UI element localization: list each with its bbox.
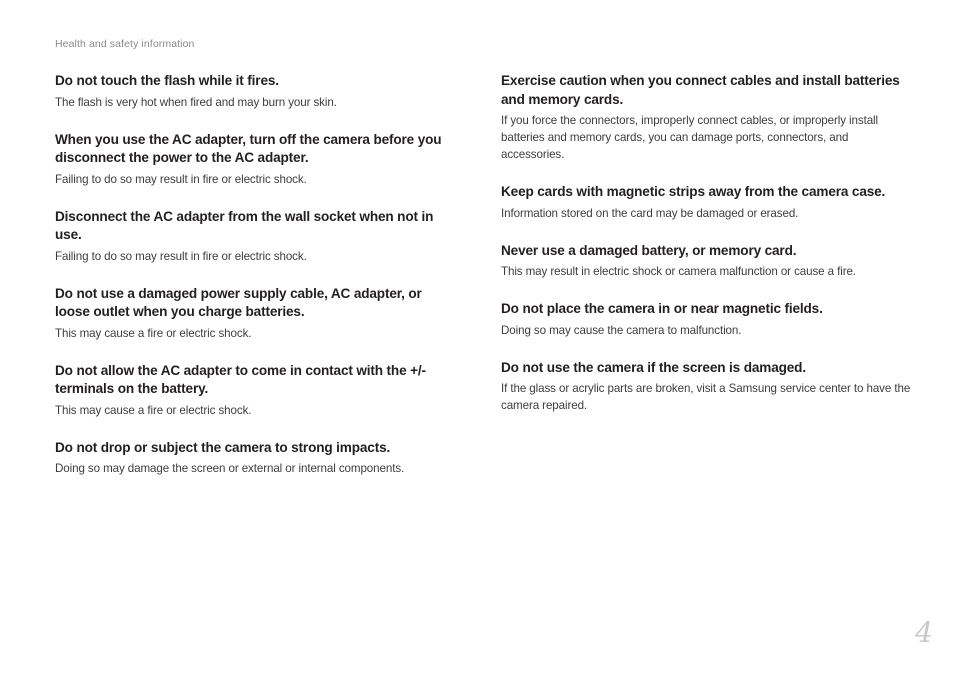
safety-section: [55, 208, 460, 265]
section-heading: Keep cards with magnetic strips away from the camera case.: [501, 184, 886, 199]
section-body: If the glass or acrylic parts are broken, visit a Samsung service center to have the camera repaired.: [501, 382, 911, 412]
safety-section: [55, 362, 460, 419]
section-body: Information stored on the card may be damaged or erased.: [501, 206, 799, 220]
section-heading: Do not touch the flash while it fires.: [55, 73, 279, 88]
left-column: [55, 72, 460, 497]
safety-section: [55, 439, 460, 478]
safety-section: [55, 72, 460, 111]
safety-section: [501, 183, 911, 222]
section-body: If you force the connectors, improperly connect cables, or improperly install batteries and memory cards, you can damage ports, connectors, and accessories.: [501, 114, 879, 161]
section-body: The flash is very hot when fired and may burn your skin.: [55, 95, 337, 109]
section-heading: Do not place the camera in or near magnetic fields.: [501, 301, 823, 316]
section-body: This may result in electric shock or camera malfunction or cause a fire.: [501, 265, 856, 278]
safety-section: [501, 72, 911, 163]
section-heading: Do not use a damaged power supply cable, AC adapter, or loose outlet when you charge batteries.: [55, 285, 422, 319]
running-header: Health and safety information: [55, 38, 195, 50]
section-heading: When you use the AC adapter, turn off the camera before you disconnect the power to the AC adapter.: [55, 131, 442, 165]
section-heading: Exercise caution when you connect cables and install batteries and memory cards.: [501, 73, 900, 107]
section-body: Failing to do so may result in fire or electric shock.: [55, 172, 307, 186]
page-number: 4: [915, 616, 933, 649]
section-body: This may cause a fire or electric shock.: [55, 403, 252, 417]
safety-section: [55, 131, 460, 188]
section-heading: Never use a damaged battery, or memory card.: [501, 242, 797, 258]
safety-section: [501, 300, 911, 339]
section-heading: Do not allow the AC adapter to come in contact with the +/- terminals on the battery.: [55, 362, 426, 396]
safety-section: [501, 242, 911, 281]
right-column: [501, 72, 911, 434]
section-heading: Do not drop or subject the camera to strong impacts.: [55, 439, 391, 455]
section-heading: Disconnect the AC adapter from the wall socket when not in use.: [55, 208, 434, 242]
section-heading: Do not use the camera if the screen is damaged.: [501, 359, 806, 375]
safety-section: [55, 285, 460, 342]
section-body: Failing to do so may result in fire or electric shock.: [55, 249, 307, 263]
safety-section: [501, 359, 911, 415]
section-body: This may cause a fire or electric shock.: [55, 326, 252, 340]
section-body: Doing so may damage the screen or external or internal components.: [55, 462, 405, 475]
section-body: Doing so may cause the camera to malfunction.: [501, 323, 742, 337]
